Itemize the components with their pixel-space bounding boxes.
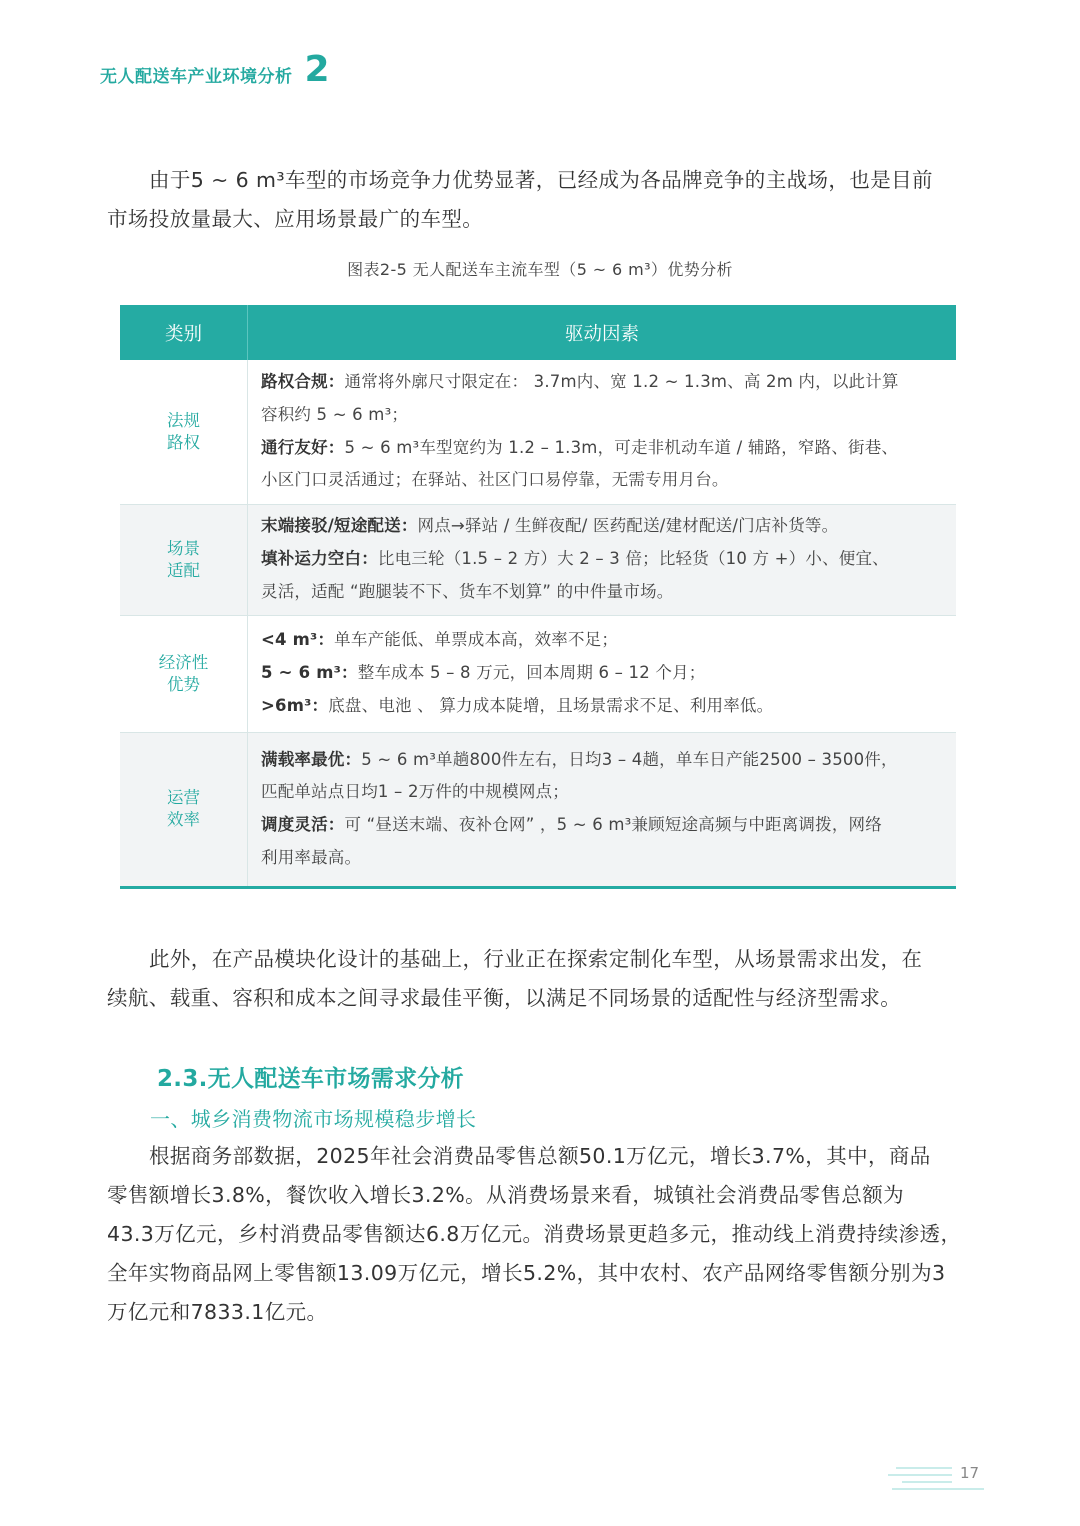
- category-line: 经济性: [158, 652, 209, 672]
- row-category: [120, 504, 248, 615]
- page-number: 17: [960, 1464, 980, 1482]
- advantage-table: [120, 305, 956, 889]
- factor-line: 匹配单站点日均1 – 2万件的中规模网点；: [261, 782, 569, 802]
- category-line: 法规: [167, 410, 200, 430]
- para3-line-2: 零售额增长3.8%，餐饮收入增长3.2%。从消费场景来看，城镇社会消费品零售总额为: [107, 1183, 905, 1207]
- table-row: [120, 732, 956, 887]
- header-factors: 驱动因素: [248, 305, 957, 360]
- intro-line-1: 由于5 ~ 6 m³车型的市场竞争力优势显著，已经成为各品牌竞争的主战场，也是目前: [149, 168, 933, 192]
- para2-line-1: 此外，在产品模块化设计的基础上，行业正在探索定制化车型，从场景需求出发，在: [149, 947, 923, 971]
- row-category: [120, 615, 248, 732]
- factor-line: 填补运力空白：比电三轮（1.5 – 2 方）大 2 – 3 倍；比轻货（10 方 +）小、便宜、: [261, 549, 889, 569]
- para3-line-4: 全年实物商品网上零售额13.09万亿元，增长5.2%，其中农村、农产品网络零售额分别为3: [107, 1261, 946, 1285]
- row-category: [120, 732, 248, 887]
- factor-line: 利用率最高。: [261, 847, 362, 867]
- factor-line: 通行友好：5 ~ 6 m³车型宽约为 1.2 – 1.3m，可走非机动车道 / 辅路，窄路、街巷、: [261, 437, 899, 457]
- row-factors: [248, 504, 957, 615]
- category-line: 效率: [167, 810, 200, 829]
- header-category: 类别: [120, 305, 248, 360]
- paragraph-consumption: [107, 1137, 975, 1332]
- intro-line-2: 市场投放量最大、应用场景最广的车型。: [107, 207, 484, 231]
- factor-line: >6m³：底盘、电池 、 算力成本陡增，且场景需求不足、利用率低。: [261, 695, 774, 715]
- chapter-number: 2: [304, 49, 330, 90]
- factor-line: 容积约 5 ~ 6 m³；: [261, 405, 409, 425]
- factor-line: 路权合规：通常将外廓尺寸限定在： 3.7m内、宽 1.2 ~ 1.3m、高 2m 内，以此计算: [261, 372, 899, 392]
- factor-line: 5 ~ 6 m³：整车成本 5 – 8 万元，回本周期 6 – 12 个月；: [261, 663, 706, 683]
- factor-line: 灵活，适配 “跑腿装不下、货车不划算” 的中件量市场。: [261, 581, 674, 601]
- factor-line: 小区门口灵活通过；在驿站、社区门口易停靠，无需专用月台。: [261, 470, 729, 490]
- table-row: [120, 360, 956, 504]
- factor-line: 调度灵活：可 “昼送末端、夜补仓网” ，5 ~ 6 m³兼顾短途高频与中距离调拨，网络: [261, 815, 882, 834]
- paragraph-customization: [107, 940, 975, 1018]
- section-title: 2.3.无人配送车市场需求分析: [157, 1066, 464, 1092]
- para2-line-2: 续航、载重、容积和成本之间寻求最佳平衡，以满足不同场景的适配性与经济型需求。: [107, 986, 902, 1010]
- row-factors: [248, 732, 957, 887]
- category-line: 路权: [167, 432, 200, 452]
- intro-paragraph: [107, 161, 975, 239]
- row-factors: [248, 360, 957, 504]
- running-header: [100, 49, 330, 90]
- row-factors: [248, 615, 957, 732]
- table-row: [120, 615, 956, 732]
- subsection-title: 一、城乡消费物流市场规模稳步增长: [150, 1107, 477, 1131]
- para3-line-3: 43.3万亿元，乡村消费品零售额达6.8万亿元。消费场景更趋多元，推动线上消费持续渗透，: [107, 1222, 962, 1246]
- category-line: 场景: [167, 538, 200, 558]
- table-row: [120, 504, 956, 615]
- header-title: 无人配送车产业环境分析: [100, 67, 293, 87]
- row-category: [120, 360, 248, 504]
- factor-line: 满载率最优：5 ~ 6 m³单趟800件左右，日均3 – 4趟，单车日产能2500 – 3500件，: [261, 749, 898, 769]
- factor-line: 末端接驳/短途配送：网点→驿站 / 生鲜夜配/ 医药配送/建材配送/门店补货等。: [261, 516, 839, 536]
- table-header-row: [120, 305, 956, 360]
- para3-line-5: 万亿元和7833.1亿元。: [107, 1300, 328, 1324]
- para3-line-1: 根据商务部数据，2025年社会消费品零售总额50.1万亿元，增长3.7%，其中，商品: [149, 1144, 931, 1168]
- table-caption: 图表2-5 无人配送车主流车型（5 ~ 6 m³）优势分析: [347, 260, 733, 279]
- category-line: 适配: [167, 560, 200, 580]
- category-line: 运营: [167, 788, 200, 807]
- category-line: 优势: [167, 674, 200, 694]
- factor-line: <4 m³：单车产能低、单票成本高，效率不足；: [261, 630, 619, 650]
